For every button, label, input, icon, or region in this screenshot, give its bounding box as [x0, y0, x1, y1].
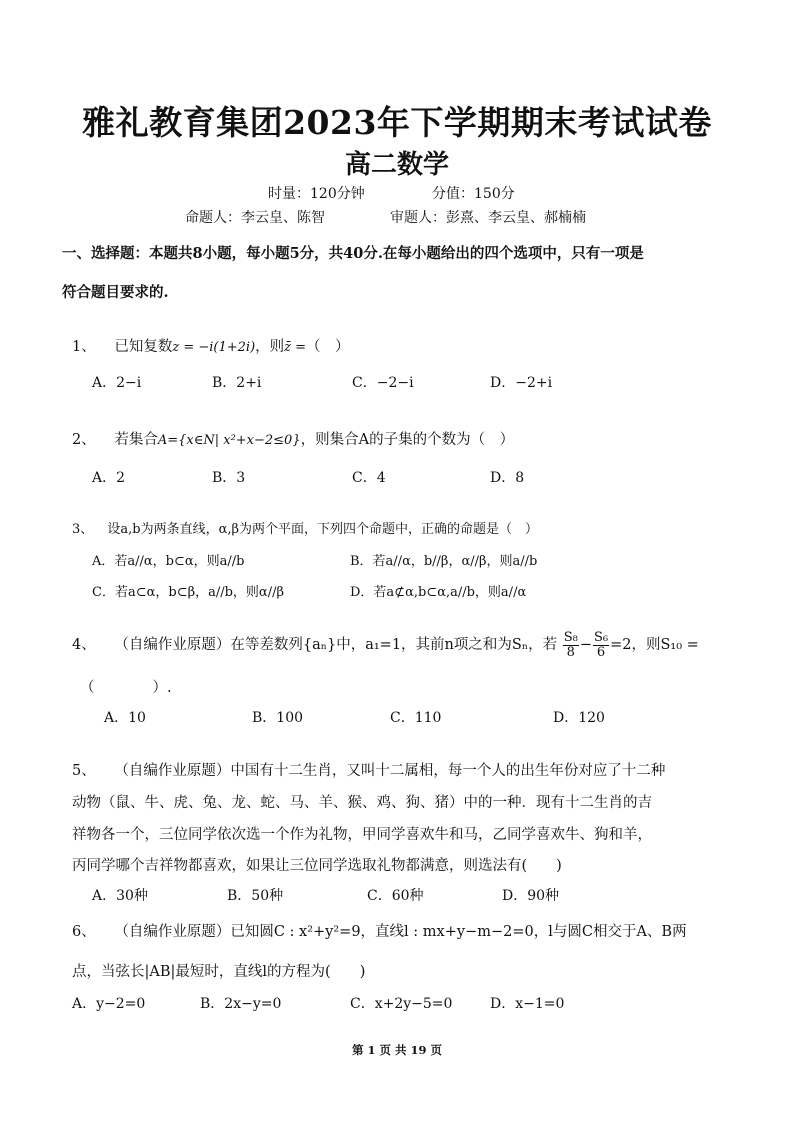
option-d: D．120 — [553, 710, 605, 726]
option-a: A．y−2=0 — [72, 996, 146, 1012]
option-d: D．90种 — [502, 888, 560, 904]
option-c: C．110 — [390, 710, 442, 726]
fraction — [593, 631, 609, 660]
question-number: 2、 — [72, 432, 96, 448]
math-expr: z̄ = — [284, 340, 307, 355]
option-c: C．60种 — [367, 888, 424, 904]
question-5 — [72, 759, 665, 780]
option-d: D．−2+i — [490, 375, 553, 391]
option-a: A．若a//α，b⊂α，则a//b — [92, 554, 245, 569]
answer-blank: （ ）. — [80, 680, 172, 696]
option-b: B．2+i — [212, 375, 262, 391]
fraction — [563, 631, 579, 660]
page-footer: 第 1 页 共 19 页 — [351, 1043, 443, 1057]
option-a: A．2−i — [92, 375, 142, 391]
section-heading: 一、选择题：本题共8小题，每小题5分，共40分.在每小题给出的四个选项中，只有一项是 — [62, 245, 644, 262]
option-d: D．x−1=0 — [490, 996, 565, 1012]
question-4 — [72, 628, 699, 662]
question-number: 1、 — [72, 339, 96, 355]
question-number: 5、 — [72, 763, 96, 779]
question-1 — [72, 335, 350, 356]
option-b: B．2x−y=0 — [200, 996, 282, 1012]
reviewer: 审题人：彭熹、李云皇、郝楠楠 — [390, 210, 586, 226]
math-expr: A={x∈N| x²+x−2≤0} — [157, 433, 301, 448]
option-b: B．若a//α，b//β，α//β，则a//b — [350, 554, 538, 569]
option-c: C．若a⊂α，b⊂β，a//b，则α//β — [92, 585, 284, 600]
question-text: （自编作业原题）中国有十二生肖，又叫十二属相，每一个人的出生年份对应了十二种 — [114, 763, 666, 779]
option-c: C．x+2y−5=0 — [350, 996, 453, 1012]
question-number: 4、 — [72, 637, 96, 653]
option-b: B．50种 — [227, 888, 284, 904]
total-score: 分值：150分 — [432, 186, 515, 202]
option-c: C．−2−i — [352, 375, 414, 391]
exam-subtitle: 高二数学 — [344, 150, 449, 180]
author: 命题人：李云皇、陈智 — [185, 210, 325, 226]
question-text: 已知复数 — [114, 339, 173, 355]
question-text: ，则 — [255, 339, 285, 355]
question-text: （自编作业原题）在等差数列{aₙ}中，a₁=1，其前n项之和为Sₙ，若 — [114, 637, 558, 653]
question-text: 丙同学哪个吉祥物都喜欢，如果让三位同学选取礼物都满意，则选法有( ) — [72, 858, 562, 874]
time-limit: 时量：120分钟 — [268, 186, 365, 202]
fraction-denominator: 6 — [596, 644, 606, 660]
fraction-numerator: S₆ — [593, 629, 609, 645]
fraction-denominator: 8 — [566, 644, 575, 660]
option-a: A．10 — [104, 710, 146, 726]
option-a: A．30种 — [92, 888, 148, 904]
question-2 — [72, 428, 514, 449]
question-number: 3、 — [72, 522, 94, 537]
question-text: 动物（鼠、牛、虎、兔、龙、蛇、马、羊、猴、鸡、狗、猪）中的一种．现有十二生肖的吉 — [72, 795, 652, 811]
option-c: C．4 — [352, 470, 386, 486]
option-b: B．100 — [252, 710, 304, 726]
exam-title: 雅礼教育集团2023年下学期期末考试试卷 — [82, 103, 712, 142]
question-text: ，则集合A的子集的个数为（ ） — [300, 432, 515, 448]
section-heading-cont: 符合题目要求的. — [62, 284, 169, 301]
question-text: =2，则S₁₀ = — [610, 637, 699, 653]
option-d: D．8 — [490, 470, 525, 486]
fraction-numerator: S₈ — [563, 629, 578, 645]
question-text: 点，当弦长|AB|最短时，直线l的方程为( ) — [72, 964, 366, 980]
question-text: 祥物各一个，三位同学依次选一个作为礼物，甲同学喜欢牛和马，乙同学喜欢牛、狗和羊， — [72, 827, 652, 843]
question-6 — [72, 920, 687, 941]
question-3 — [72, 518, 538, 537]
option-b: B．3 — [212, 470, 246, 486]
math-expr: z = −i(1+2i) — [172, 340, 256, 355]
question-text: 若集合 — [114, 432, 158, 448]
option-a: A．2 — [92, 470, 126, 486]
option-d: D．若a⊄α,b⊂α,a//b，则a//α — [350, 585, 527, 600]
question-number: 6、 — [72, 924, 96, 940]
question-text: 设a,b为两条直线，α,β为两个平面，下列四个命题中，正确的命题是（ ） — [107, 522, 539, 537]
question-text: （自编作业原题）已知圆C : x²+y²=9，直线l : mx+y−m−2=0，l与圆C相交于A、B两 — [114, 924, 687, 940]
minus-sign: − — [579, 637, 592, 653]
question-text: （ ） — [306, 339, 350, 355]
